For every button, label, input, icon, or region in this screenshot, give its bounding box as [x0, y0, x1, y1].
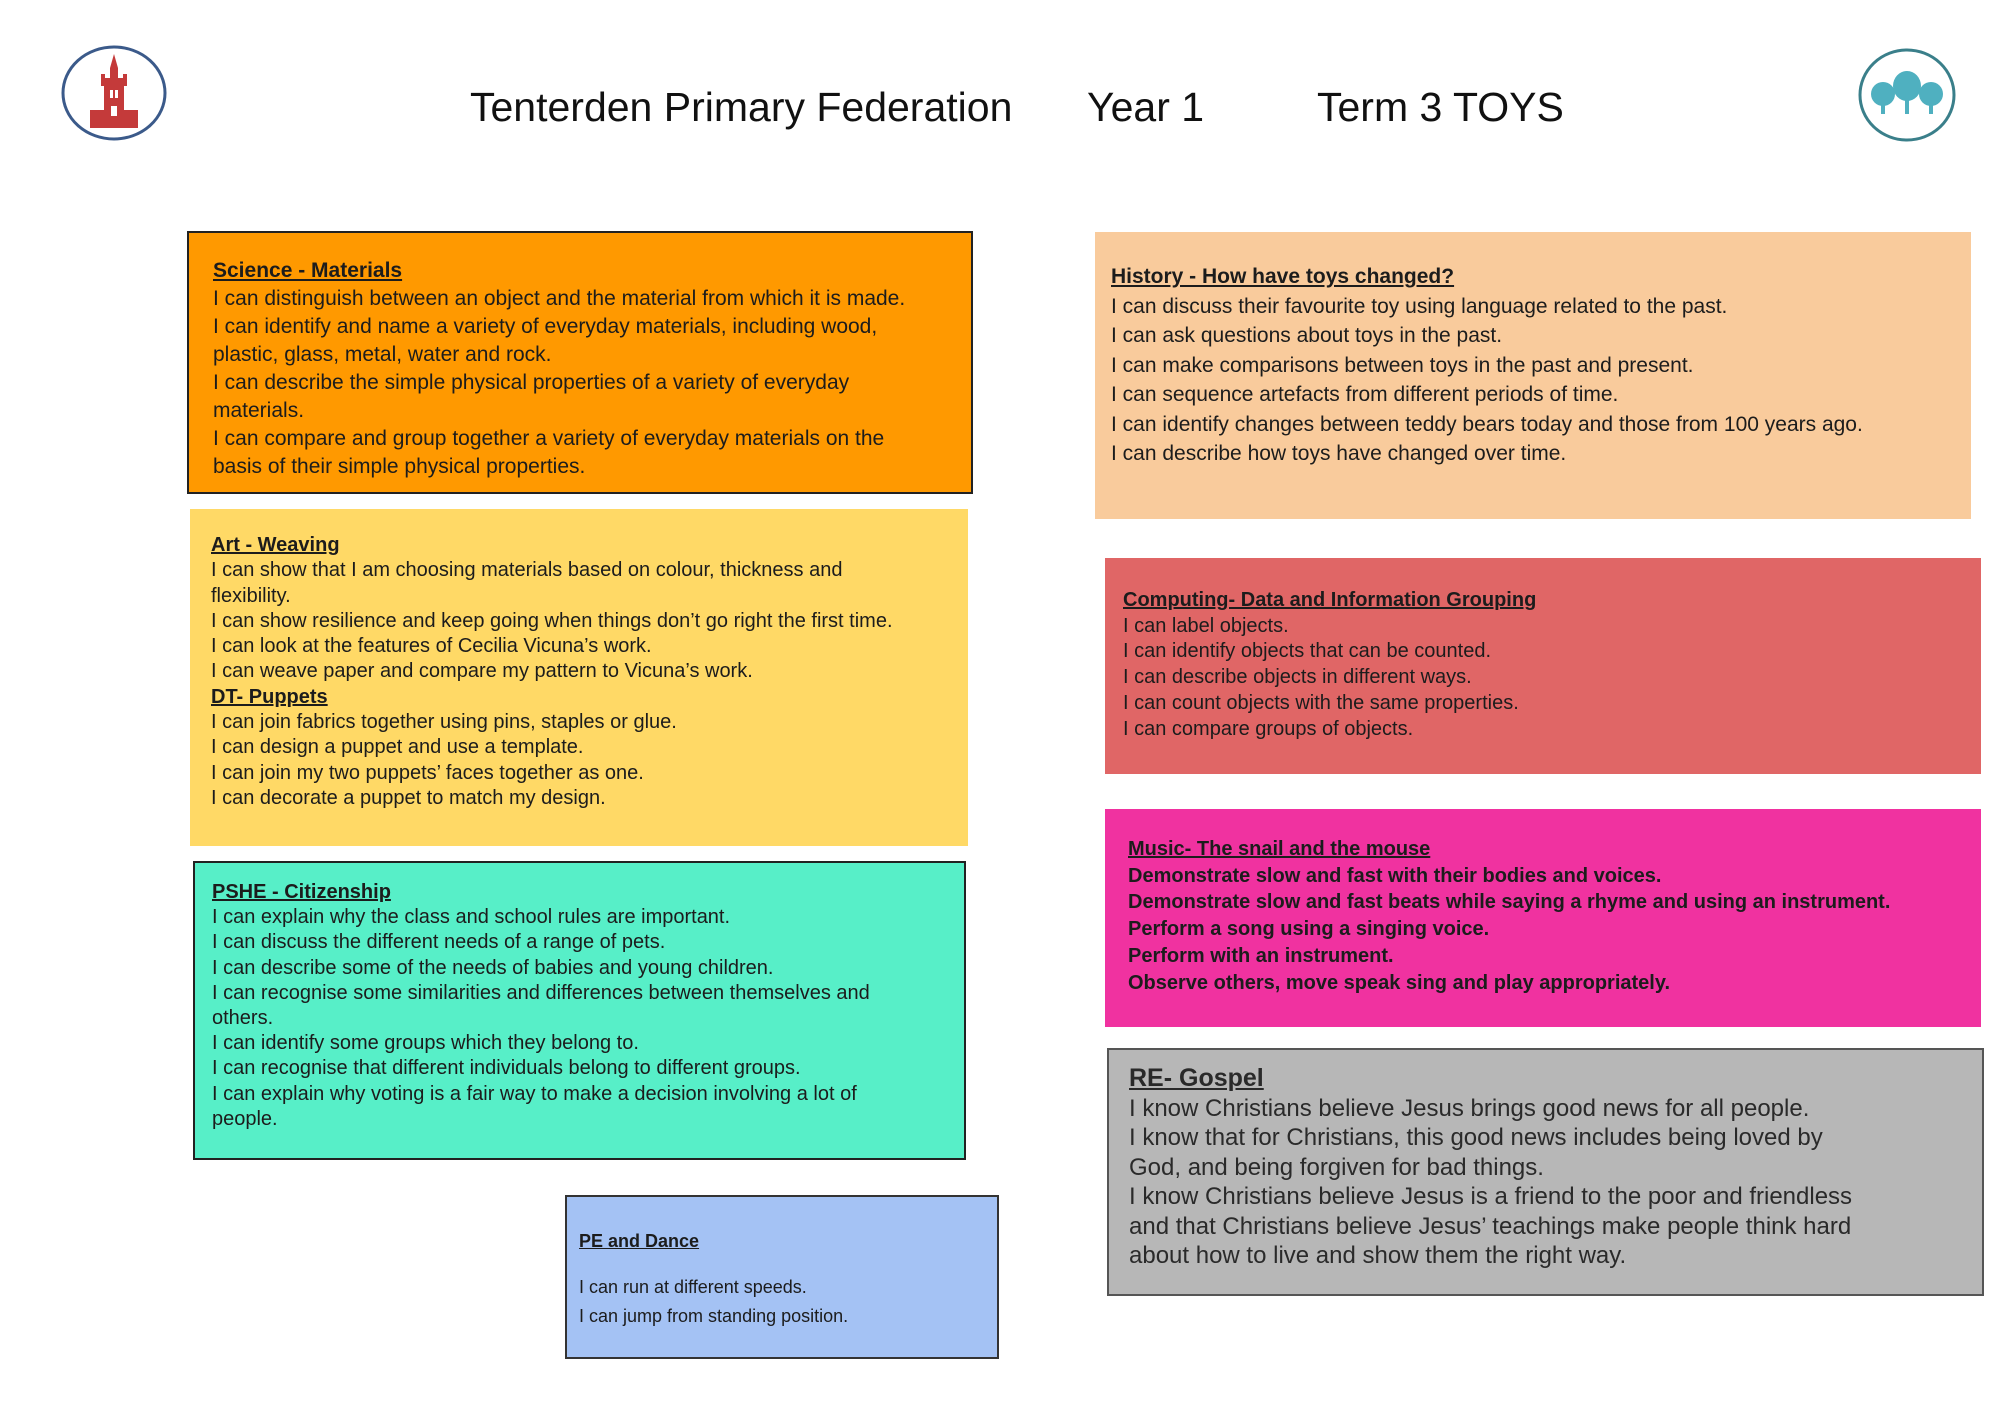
computing-line: I can count objects with the same properties.	[1123, 691, 1519, 714]
re-line: God, and being forgiven for bad things.	[1129, 1153, 1544, 1181]
music-line: Perform with an instrument.	[1128, 944, 1394, 967]
science-line: plastic, glass, metal, water and rock.	[213, 343, 552, 366]
re-title: RE- Gospel	[1129, 1064, 1264, 1092]
science-line: materials.	[213, 399, 305, 422]
re-line: I know Christians believe Jesus brings good news for all people.	[1129, 1094, 1810, 1122]
pshe-line: I can explain why voting is a fair way to make a decision involving a lot of	[212, 1082, 857, 1105]
dt-line: I can join my two puppets’ faces together as one.	[211, 761, 644, 784]
art-dt-box	[190, 509, 968, 846]
computing-title: Computing- Data and Information Grouping	[1123, 589, 1537, 611]
pshe-box	[193, 861, 966, 1160]
science-line: I can distinguish between an object and the material from which it is made.	[213, 287, 906, 310]
computing-line: I can identify objects that can be counted.	[1123, 640, 1492, 663]
computing-line: I can describe objects in different ways.	[1123, 666, 1472, 689]
pshe-line: people.	[212, 1107, 278, 1130]
art-line: I can look at the features of Cecilia Vicuna’s work.	[211, 635, 652, 658]
dt-line: I can decorate a puppet to match my design.	[211, 786, 606, 809]
music-line: Observe others, move speak sing and play appropriately.	[1128, 971, 1671, 994]
science-box	[187, 231, 973, 494]
music-line: Perform a song using a singing voice.	[1128, 918, 1490, 941]
pshe-line: I can recognise that different individuals belong to different groups.	[212, 1057, 801, 1080]
art-line: I can show resilience and keep going when things don’t go right the first time.	[211, 609, 893, 632]
science-line: I can identify and name a variety of everyday materials, including wood,	[213, 315, 878, 338]
term-label: Term 3 TOYS	[1317, 84, 1564, 130]
history-line: I can identify changes between teddy bears today and those from 100 years ago.	[1111, 412, 1863, 436]
pe-box	[565, 1195, 999, 1359]
year-label: Year 1	[1087, 84, 1205, 130]
art-title: Art - Weaving	[211, 534, 340, 556]
pe-title: PE and Dance	[579, 1231, 700, 1251]
dt-title: DT- Puppets	[211, 685, 328, 708]
pshe-title: PSHE - Citizenship	[212, 881, 391, 903]
re-line: about how to live and show them the right way.	[1129, 1242, 1627, 1269]
page-header	[0, 84, 2000, 140]
pshe-line: I can explain why the class and school rules are important.	[212, 906, 731, 929]
music-title: Music- The snail and the mouse	[1128, 838, 1431, 860]
school-name: Tenterden Primary Federation	[470, 84, 1013, 130]
art-line: I can weave paper and compare my pattern to Vicuna’s work.	[211, 660, 753, 683]
art-line: I can show that I am choosing materials based on colour, thickness and	[211, 559, 843, 582]
pshe-line: I can describe some of the needs of babies and young children.	[212, 956, 774, 979]
science-line: I can describe the simple physical properties of a variety of everyday	[213, 371, 850, 394]
history-line: I can describe how toys have changed over time.	[1111, 442, 1567, 465]
history-line: I can make comparisons between toys in the past and present.	[1111, 353, 1694, 377]
history-line: I can sequence artefacts from different periods of time.	[1111, 383, 1619, 406]
dt-line: I can design a puppet and use a template.	[211, 736, 584, 759]
science-line: basis of their simple physical properties.	[213, 455, 586, 478]
computing-line: I can label objects.	[1123, 614, 1289, 637]
pe-line: I can run at different speeds.	[579, 1277, 807, 1297]
music-box	[1105, 809, 1981, 1027]
pshe-line: others.	[212, 1007, 274, 1030]
pshe-line: I can identify some groups which they belong to.	[212, 1032, 639, 1055]
music-line: Demonstrate slow and fast with their bodies and voices.	[1128, 864, 1662, 887]
re-line: I know that for Christians, this good news includes being loved by	[1129, 1124, 1823, 1151]
history-line: I can ask questions about toys in the past.	[1111, 324, 1503, 347]
re-box	[1107, 1048, 1984, 1296]
re-line: I know Christians believe Jesus is a friend to the poor and friendless	[1129, 1183, 1853, 1210]
history-line: I can discuss their favourite toy using language related to the past.	[1111, 294, 1728, 318]
science-line: I can compare and group together a variety of everyday materials on the	[213, 427, 885, 450]
dt-line: I can join fabrics together using pins, staples or glue.	[211, 711, 677, 734]
computing-box	[1105, 558, 1981, 774]
music-line: Demonstrate slow and fast beats while saying a rhyme and using an instrument.	[1128, 891, 1891, 914]
history-title: History - How have toys changed?	[1111, 265, 1455, 288]
pshe-line: I can recognise some similarities and differences between themselves and	[212, 981, 870, 1004]
science-title: Science - Materials	[213, 259, 403, 282]
pe-line: I can jump from standing position.	[579, 1306, 849, 1326]
computing-line: I can compare groups of objects.	[1123, 717, 1414, 740]
art-line: flexibility.	[211, 584, 291, 607]
history-box	[1095, 232, 1971, 519]
pshe-line: I can discuss the different needs of a range of pets.	[212, 931, 666, 954]
re-line: and that Christians believe Jesus’ teachings make people think hard	[1129, 1212, 1852, 1240]
